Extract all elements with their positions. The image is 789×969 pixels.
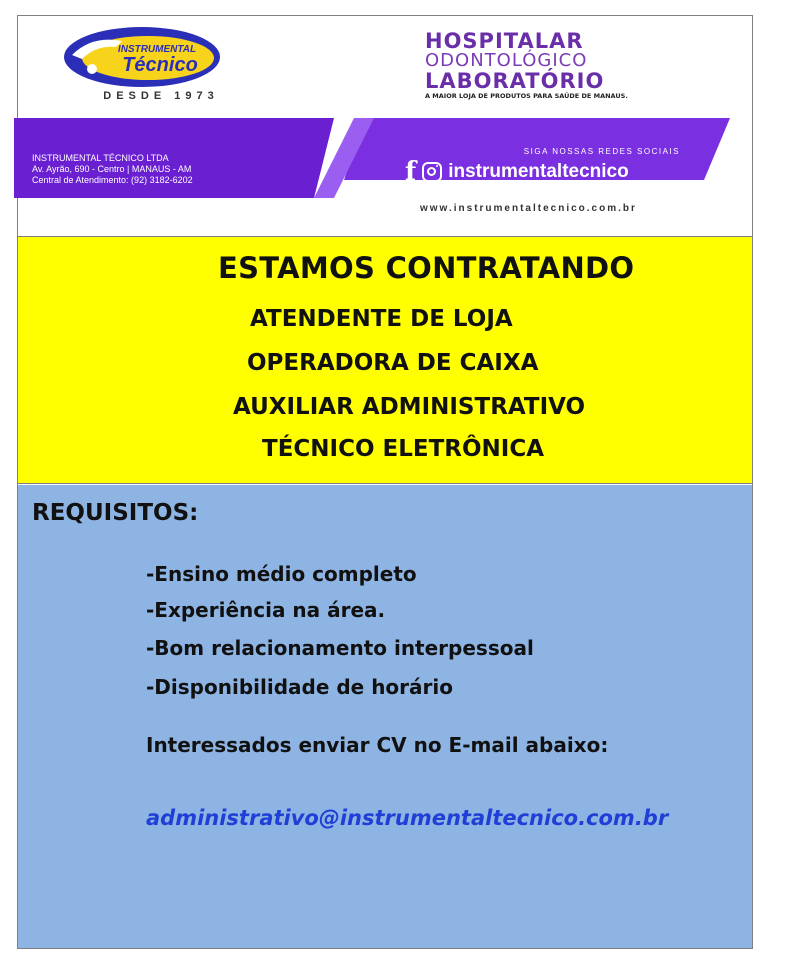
category-block (425, 31, 685, 101)
requirements-title: REQUISITOS: (32, 500, 199, 526)
website-url: www.instrumentaltecnico.com.br (420, 203, 637, 214)
category-odontologico: ODONTOLÓGICO (425, 50, 588, 71)
facebook-icon: f (405, 157, 417, 187)
company-phone: Central de Atendimento: (92) 3182-6202 (32, 175, 193, 185)
social-caption: SIGA NOSSAS REDES SOCIAIS (523, 147, 680, 156)
requirement-item: -Ensino médio completo (146, 562, 417, 586)
instagram-icon (422, 162, 442, 182)
logo-brand-main: Técnico (122, 54, 198, 76)
requirement-item: -Experiência na área. (146, 598, 386, 622)
company-name: INSTRUMENTAL TÉCNICO LTDA (32, 153, 169, 163)
contact-email-link[interactable]: administrativo@instrumentaltecnico.com.br (146, 806, 669, 830)
company-address (32, 153, 193, 186)
cv-instruction: Interessados enviar CV no E-mail abaixo: (146, 733, 609, 757)
requirement-item: -Disponibilidade de horário (146, 675, 453, 699)
requirement-item: -Bom relacionamento interpessoal (146, 636, 534, 660)
job-item: OPERADORA DE CAIXA (247, 350, 539, 376)
requirements-section (18, 485, 752, 948)
job-item: TÉCNICO ELETRÔNICA (262, 436, 545, 462)
social-handle: instrumentaltecnico (448, 161, 629, 182)
company-street: Av. Ayrão, 690 - Centro | MANAUS - AM (32, 164, 192, 174)
instrumental-tecnico-logo (62, 25, 222, 89)
social-handle-row (405, 157, 629, 187)
job-item: AUXILIAR ADMINISTRATIVO (233, 394, 586, 420)
since-year: DESDE 1973 (103, 90, 219, 102)
logo-brand-top: INSTRUMENTAL (117, 44, 197, 55)
job-item: ATENDENTE DE LOJA (250, 306, 513, 332)
hiring-title: ESTAMOS CONTRATANDO (218, 251, 635, 285)
tagline: A MAIOR LOJA DE PRODUTOS PARA SAÚDE DE MANAUS. (425, 92, 628, 100)
category-hospitalar: HOSPITALAR (425, 29, 584, 53)
category-laboratorio: LABORATÓRIO (425, 69, 605, 93)
